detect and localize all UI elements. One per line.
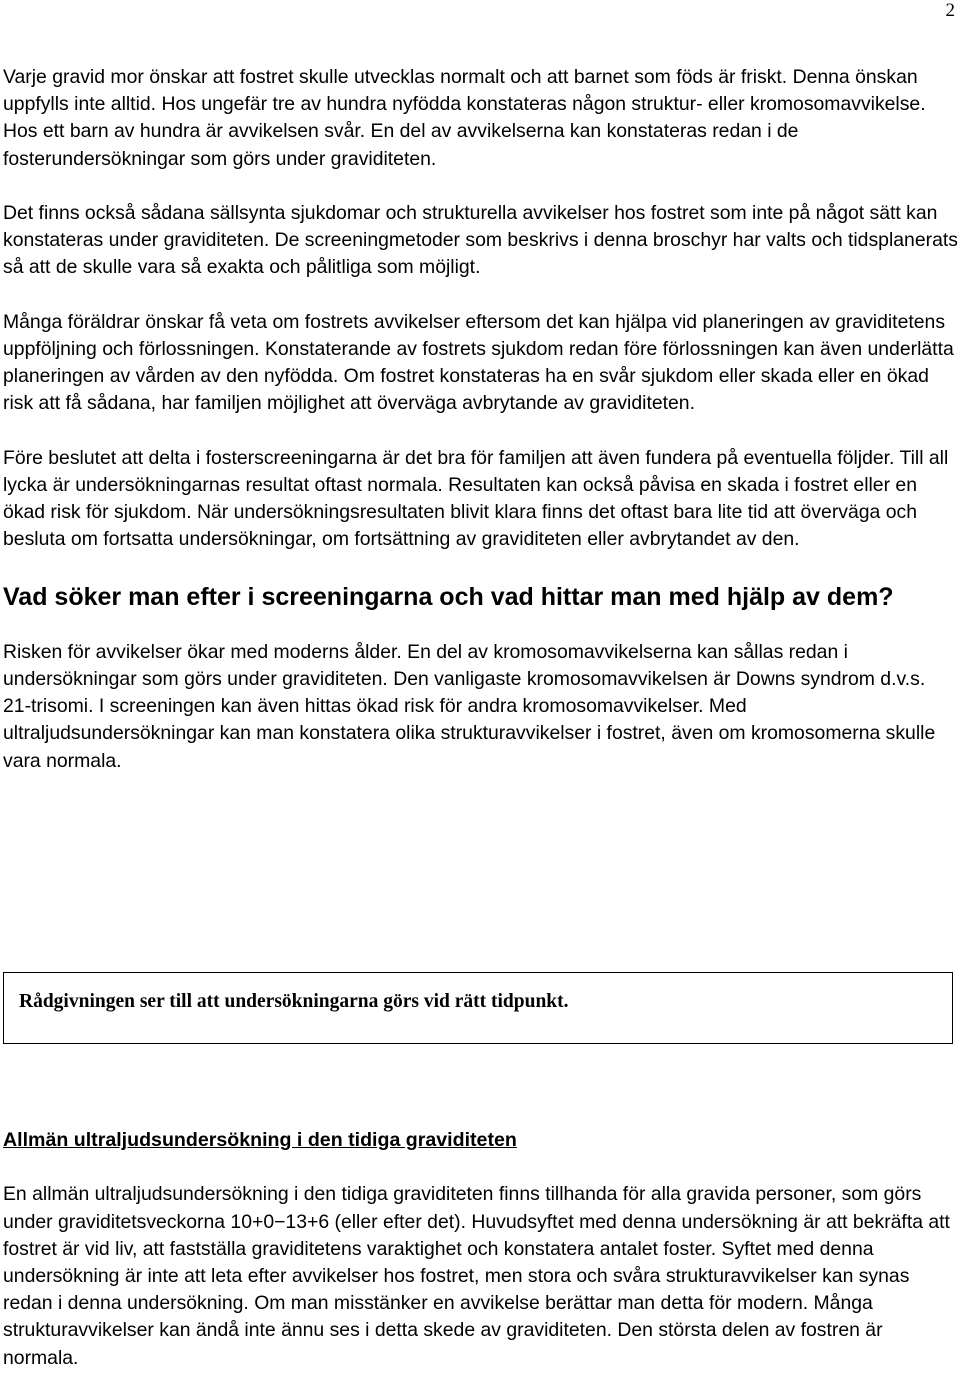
intro-paragraph-2: Det finns också sådana sällsynta sjukdomar och strukturella avvikelser hos fostret som inte på något sätt kan konstateras under graviditeten. De screeningmetoder som beskrivs i denna broschyr har valts och tidsplanerats så att de skulle vara så exakta och pålitliga som möjligt.	[3, 202, 958, 279]
subsection-heading: Allmän ultraljudsundersökning i den tidiga graviditeten	[3, 1129, 517, 1151]
page-number: 2	[945, 0, 955, 21]
main-content	[3, 64, 958, 802]
intro-paragraph-1: Varje gravid mor önskar att fostret skulle utvecklas normalt och att barnet som föds är friskt. Denna önskan uppfylls inte alltid. Hos ungefär tre av hundra nyfödda konstateras någon struktur- eller kromosomavvikelse. Hos ett barn av hundra är avvikelsen svår. En del av avvikelserna kan konstateras redan i de fosterundersökningar som görs under graviditeten.	[3, 66, 926, 170]
intro-paragraph-4: Före beslutet att delta i fosterscreeningarna är det bra för familjen att även fundera på eventuella följder. Till all lycka är undersökningarnas resultat oftast normala. Resultaten kan också påvisa en skada i fostret eller en ökad risk för sjukdom. När undersökningsresultaten blivit klara finns det oftast bara lite tid att överväga och besluta om fortsatta undersökningar, om fortsättning av graviditeten eller avbrytandet av den.	[3, 446, 949, 551]
intro-paragraph-3: Många föräldrar önskar få veta om fostrets avvikelser eftersom det kan hjälpa vid planeringen av graviditetens uppföljning och förlossningen. Konstaterande av fostrets sjukdom redan före förlossningen kan även underlätta planeringen av vården av den nyfödda. Om fostret konstateras ha en svår sjukdom eller skada eller en ökad risk att få sådana, har familjen möjlighet att överväga avbrytande av graviditeten.	[3, 310, 954, 415]
section-paragraph: Risken för avvikelser ökar med moderns ålder. En del av kromosomavvikelserna kan sållas redan i undersökningar som görs under graviditeten. Den vanligaste kromosomavvikelsen är Downs syndrom d.v.s. 21-trisomi. I screeningen kan även hittas ökad risk för andra kromosomavvikelser. Med ultraljudsundersökningar kan man konstatera olika strukturavvikelser i fostret, även om kromosomerna skulle vara normala.	[3, 640, 936, 772]
subsection-paragraph: En allmän ultraljudsundersökning i den tidiga graviditeten finns tillhanda för alla gravida personer, som görs under graviditetsveckorna 10+0−13+6 (eller efter det). Huvudsyftet med denna undersökning är att bekräfta att fostret är vid liv, att fastställa graviditetens varaktighet och konstatera antalet foster. Syftet med denna undersökning är inte att leta efter avvikelser hos fostret, men stora och svåra strukturavvikelser kan synas redan i denna undersökning. Om man misstänker en avvikelse berättar man detta för modern. Många strukturavvikelser kan ändå inte ännu ses i detta skede av graviditeten. Den största delen av fostren är normala.	[3, 1183, 950, 1369]
callout-box	[3, 972, 953, 1044]
ultrasound-section	[3, 1127, 958, 1399]
callout-text: Rådgivningen ser till att undersökningarna görs vid rätt tidpunkt.	[19, 991, 569, 1012]
section-heading: Vad söker man efter i screeningarna och vad hittar man med hjälp av dem?	[3, 582, 894, 611]
